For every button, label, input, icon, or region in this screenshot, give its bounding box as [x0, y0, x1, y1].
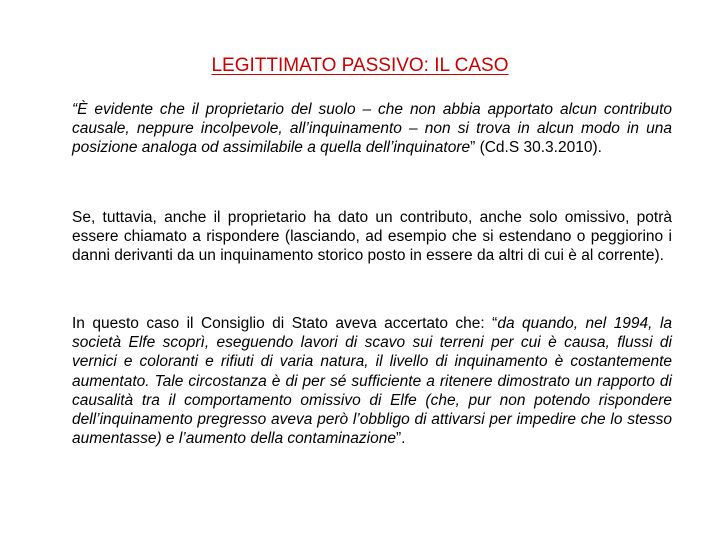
- citation-cds: ” (Cd.S 30.3.2010).: [470, 139, 602, 157]
- elfe-case-intro: In questo caso il Consiglio di Stato aveva accertato che: “: [72, 315, 498, 332]
- quote-elfe-case: da quando, nel 1994, la società Elfe scoprì, eseguendo lavori di scavo sui terreni per cui è causa, flussi di vernici e coloranti e rifiuti di varia natura, il livello di inquinamento è costantemente aumentato. Tale circostanza è di per sé sufficiente a ritenere dimostrato un rapporto di causalità tra il comportamento omissivo di Elfe (che, pur non potendo rispondere dell’inquinamento pregresso aveva però l’obbligo di attivarsi per impedire che lo stesso aumentasse) e l’aumento della contaminazione: [72, 315, 673, 448]
- paragraph-council-of-state-quote: [72, 100, 672, 158]
- paragraph-owner-contribution: Se, tuttavia, anche il proprietario ha dato un contributo, anche solo omissivo, potrà essere chiamato a rispondere (lasciando, ad esempio che si estendano o peggiorino i danni derivanti da un inquinamento storico posto in essere da altri di cui è al corrente).: [72, 209, 672, 265]
- elfe-case-closing: ”.: [395, 430, 406, 448]
- paragraph-elfe-case: [72, 314, 672, 448]
- slide-title: LEGITTIMATO PASSIVO: IL CASO: [211, 55, 509, 76]
- quote-owner-not-polluter: “È evidente che il proprietario del suolo – che non abbia apportato alcun contributo causale, neppure incolpevole, all’inquinamento – non si trova in alcun modo in una posizione analoga od assimilabile a quella dell’inquinatore: [72, 101, 672, 157]
